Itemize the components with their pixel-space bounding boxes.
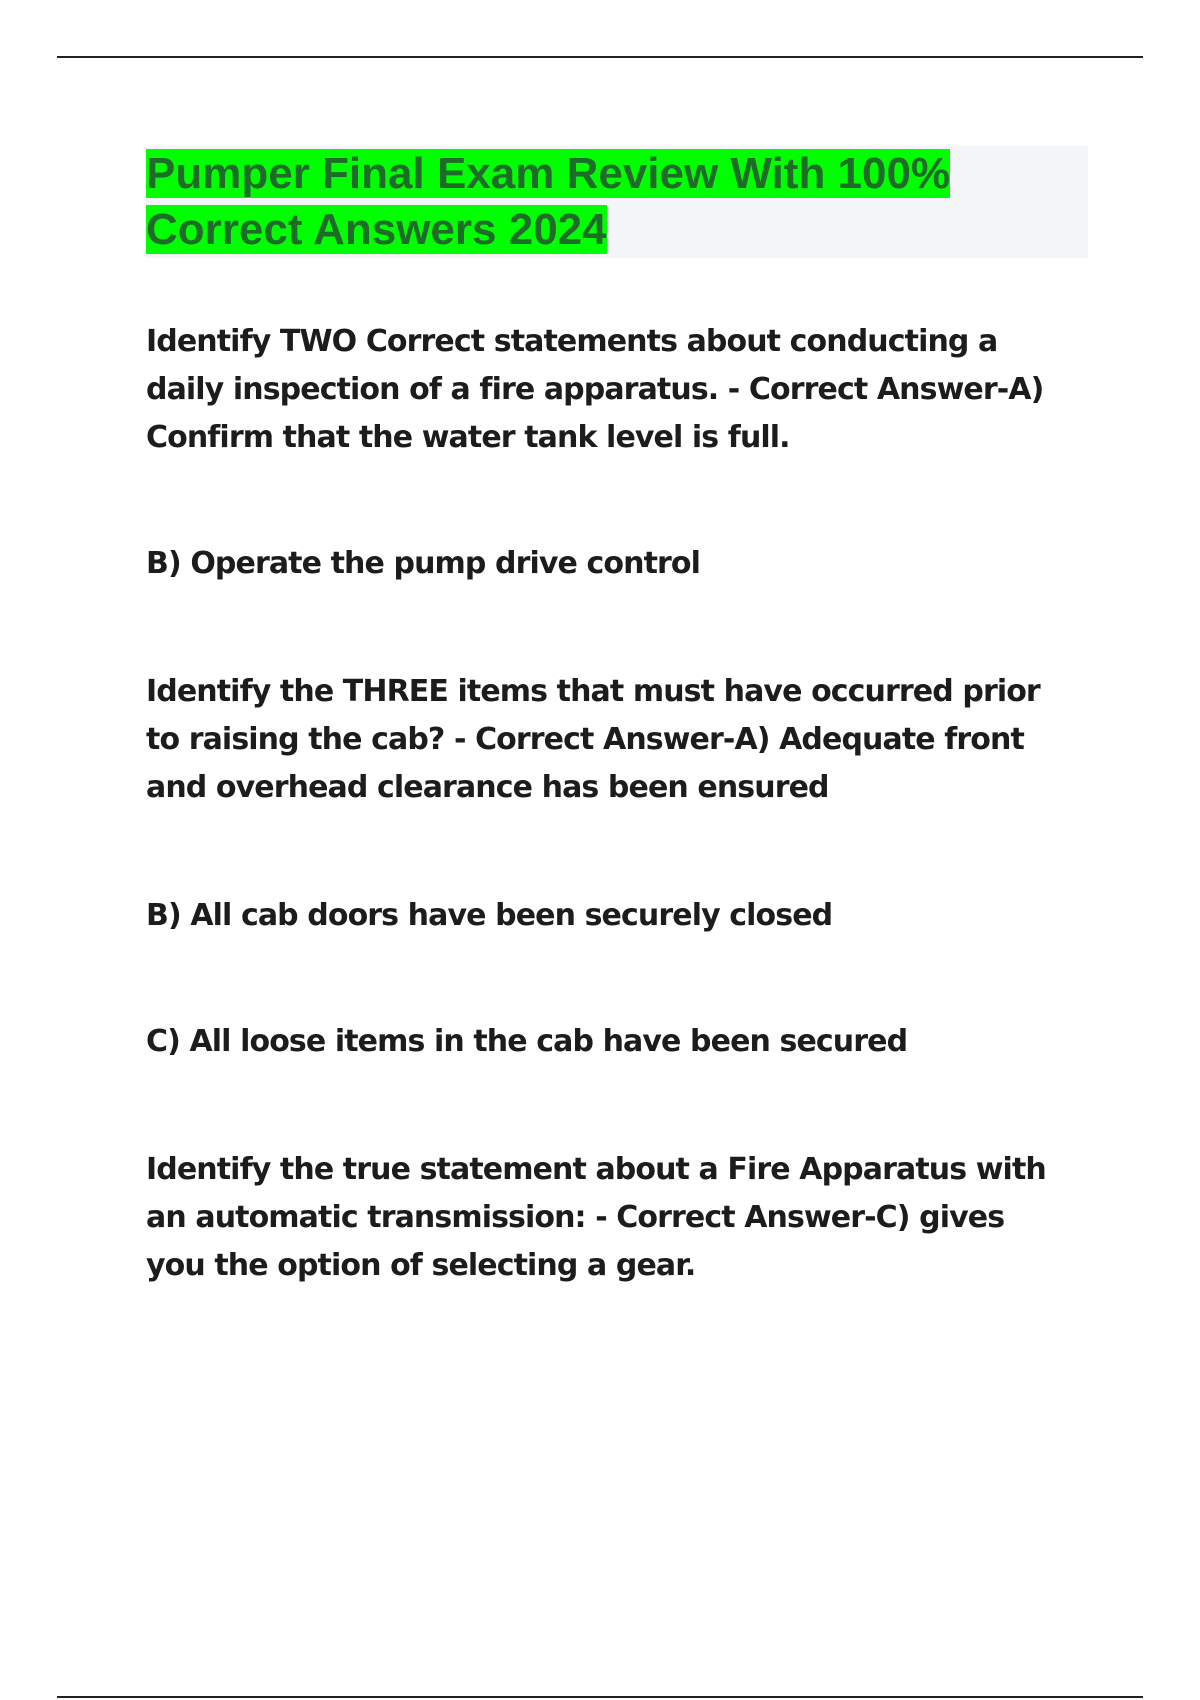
- question-2: Identify the THREE items that must have occurred prior to raising the cab? - Correct Answer-A) Adequate front and overhead clearance has been ensured: [146, 674, 1040, 805]
- document-title: [146, 146, 1046, 258]
- header-rule: [57, 56, 1143, 58]
- question-1: Identify TWO Correct statements about conducting a daily inspection of a fire apparatus. - Correct Answer-A) Confirm that the water tank level is full.: [146, 324, 1044, 455]
- question-3: Identify the true statement about a Fire Apparatus with an automatic transmission: - Correct Answer-C) gives you the option of selecting a gear.: [146, 1152, 1046, 1283]
- title-block: [146, 146, 1088, 258]
- answer-1b: B) Operate the pump drive control: [146, 546, 700, 581]
- answer-2b: B) All cab doors have been securely closed: [146, 898, 833, 933]
- title-highlight: Pumper Final Exam Review With 100% Correct Answers 2024: [146, 149, 951, 254]
- footer-rule: [57, 1696, 1143, 1698]
- document-body: [146, 318, 1046, 1290]
- answer-2c: C) All loose items in the cab have been secured: [146, 1024, 908, 1059]
